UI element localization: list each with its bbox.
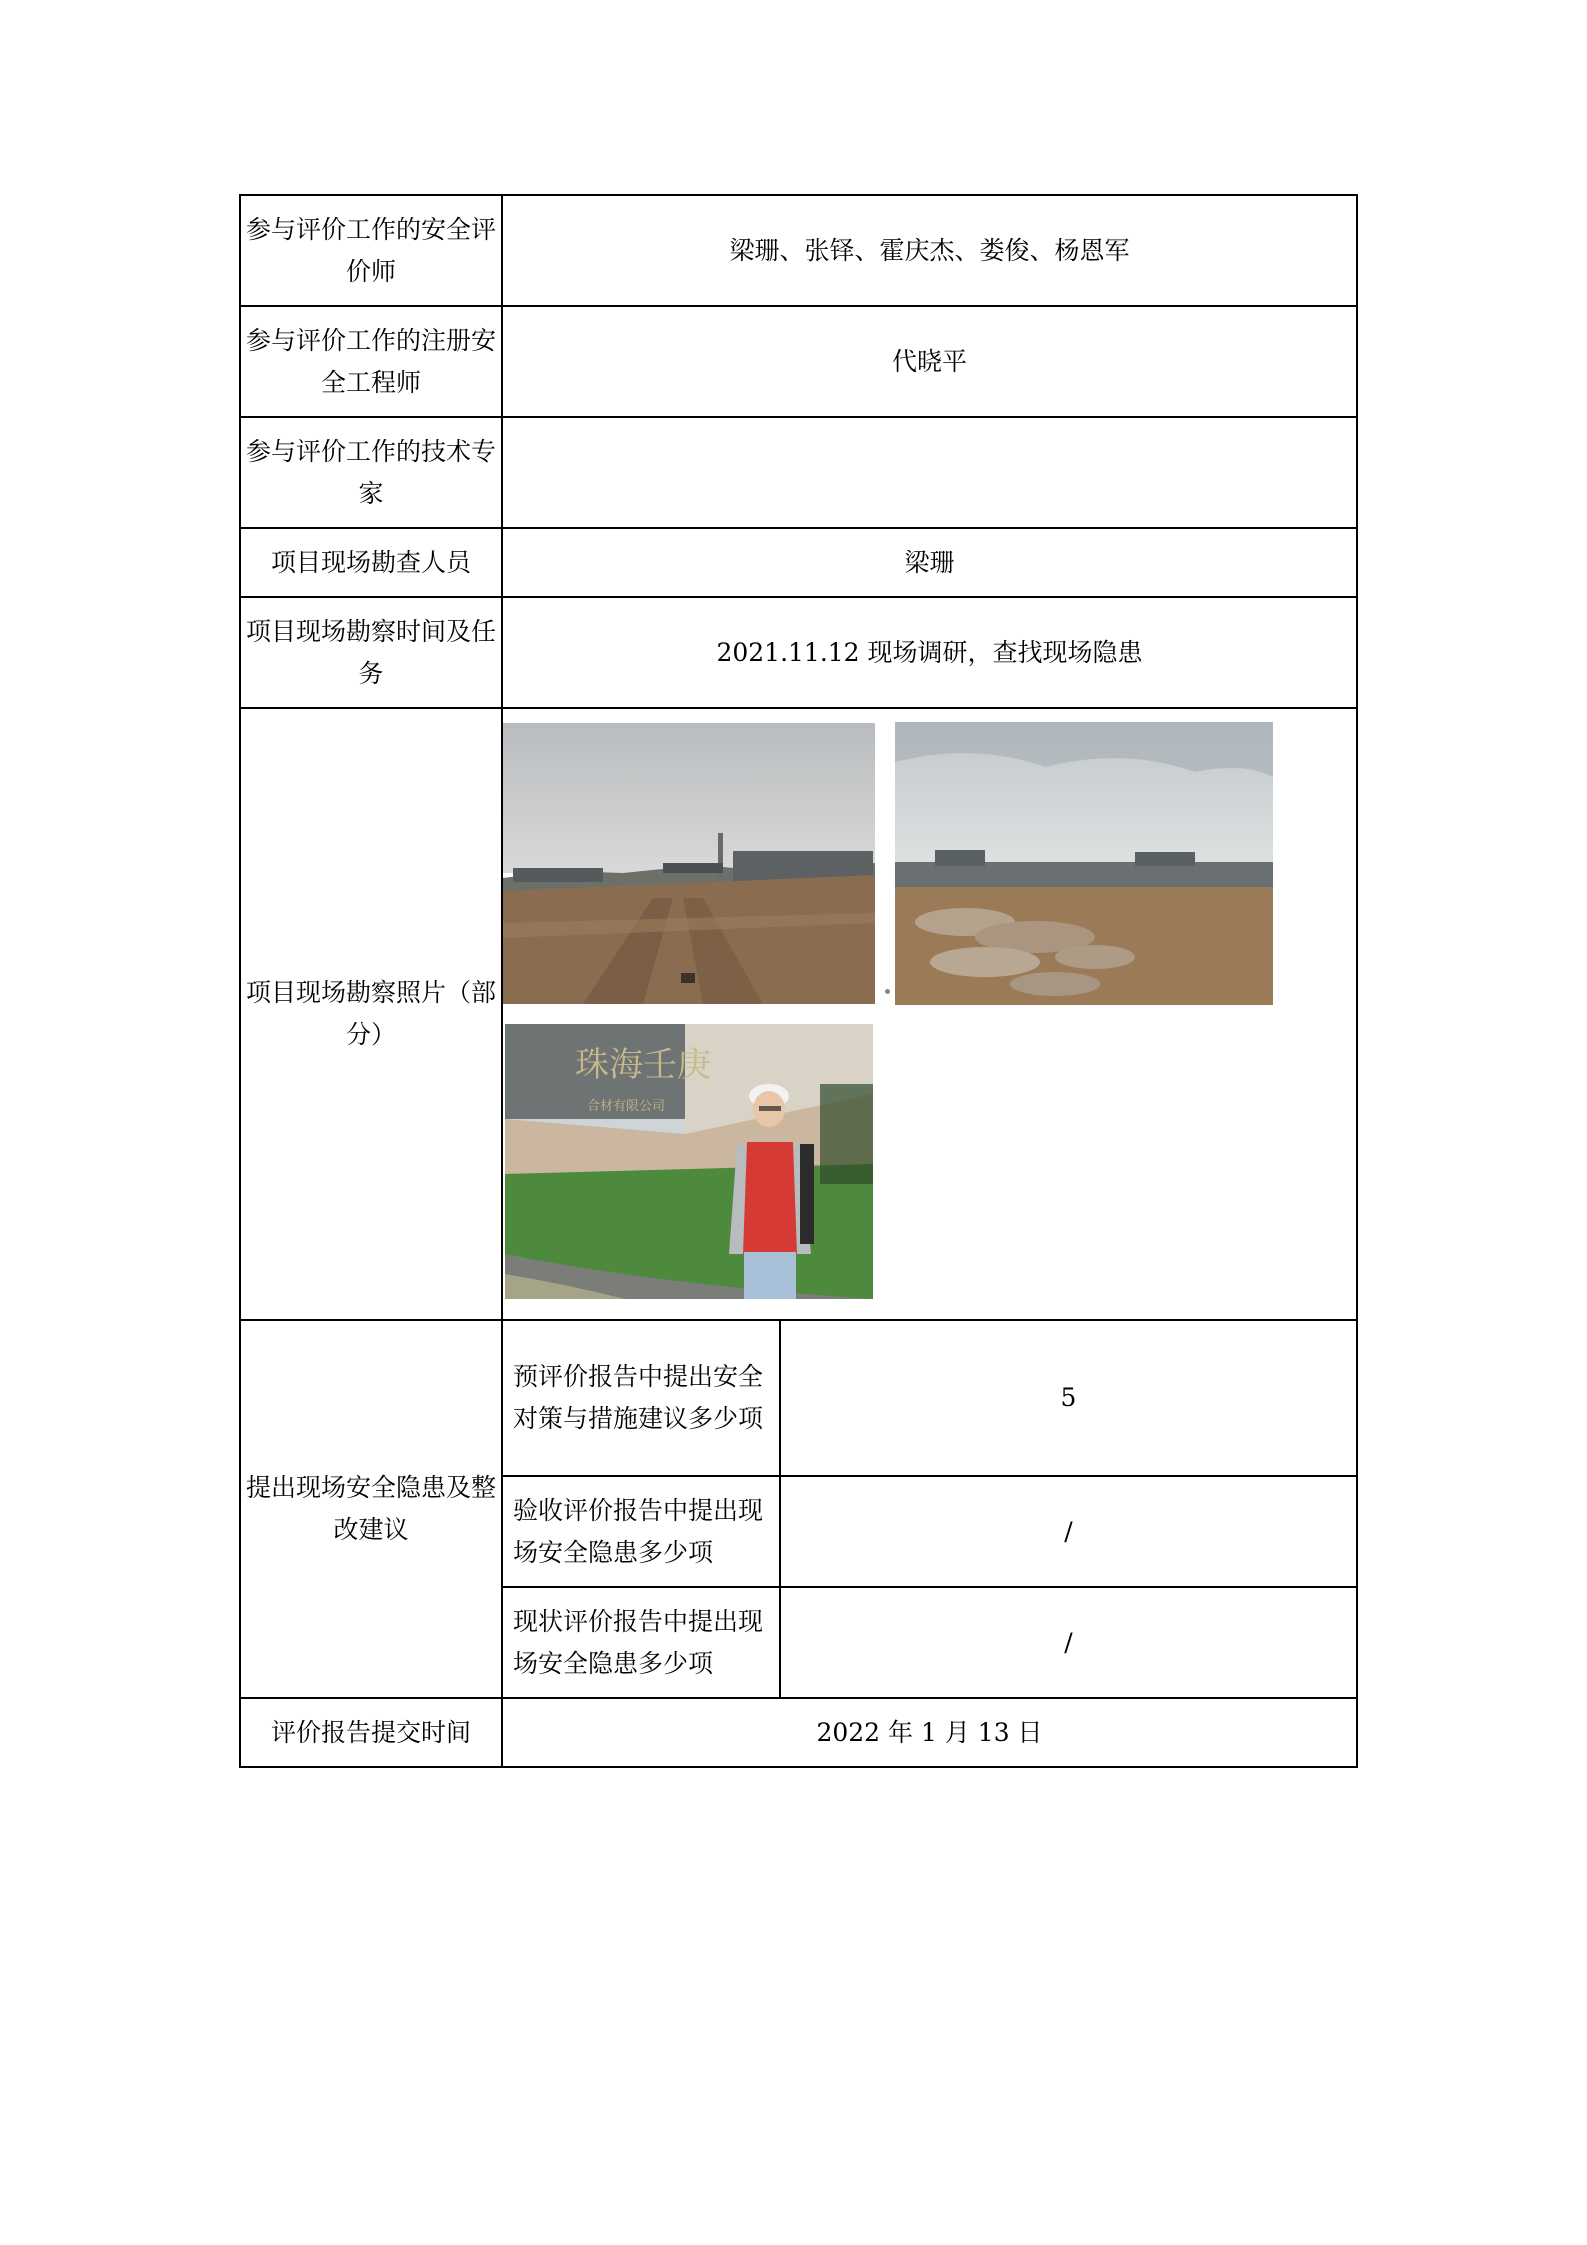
row-safety-assessors <box>240 195 1357 306</box>
evaluation-info-table <box>239 194 1358 1768</box>
site-photo-1 <box>503 723 875 1004</box>
label-submit-time: 评价报告提交时间 <box>240 1698 502 1767</box>
dot-mark <box>885 989 890 994</box>
value-inspection-time: 2021.11.12 现场调研，查找现场隐患 <box>502 597 1357 708</box>
row-registered-engineers <box>240 306 1357 417</box>
row-inspection-time <box>240 597 1357 708</box>
row-submit-time <box>240 1698 1357 1767</box>
row-site-inspectors <box>240 528 1357 597</box>
label-pre-assessment: 预评价报告中提出安全对策与措施建议多少项 <box>502 1320 780 1476</box>
value-current-assessment: / <box>780 1587 1357 1698</box>
label-safety-assessors: 参与评价工作的安全评价师 <box>240 195 502 306</box>
label-site-inspectors: 项目现场勘查人员 <box>240 528 502 597</box>
label-inspection-time: 项目现场勘察时间及任务 <box>240 597 502 708</box>
value-registered-engineers: 代晓平 <box>502 306 1357 417</box>
label-hazards: 提出现场安全隐患及整改建议 <box>240 1320 502 1698</box>
label-current-assessment: 现状评价报告中提出现场安全隐患多少项 <box>502 1587 780 1698</box>
value-site-inspectors: 梁珊 <box>502 528 1357 597</box>
value-submit-time: 2022 年 1 月 13 日 <box>502 1698 1357 1767</box>
site-photo-3 <box>505 1024 873 1299</box>
row-site-photos <box>240 708 1357 1320</box>
site-photo-2 <box>895 722 1273 1005</box>
sign-text-main: 珠海壬庚 <box>575 1045 711 1085</box>
label-acceptance-assessment: 验收评价报告中提出现场安全隐患多少项 <box>502 1476 780 1587</box>
value-pre-assessment: 5 <box>780 1320 1357 1476</box>
value-technical-experts <box>502 417 1357 528</box>
value-safety-assessors: 梁珊、张铎、霍庆杰、娄俊、杨恩军 <box>502 195 1357 306</box>
value-acceptance-assessment: / <box>780 1476 1357 1587</box>
row-hazard-pre <box>240 1320 1357 1476</box>
site-photos-cell <box>502 708 1357 1320</box>
row-technical-experts <box>240 417 1357 528</box>
label-technical-experts: 参与评价工作的技术专家 <box>240 417 502 528</box>
label-site-photos: 项目现场勘察照片（部分） <box>240 708 502 1320</box>
label-registered-engineers: 参与评价工作的注册安全工程师 <box>240 306 502 417</box>
sign-text-sub: 合材有限公司 <box>587 1099 666 1114</box>
